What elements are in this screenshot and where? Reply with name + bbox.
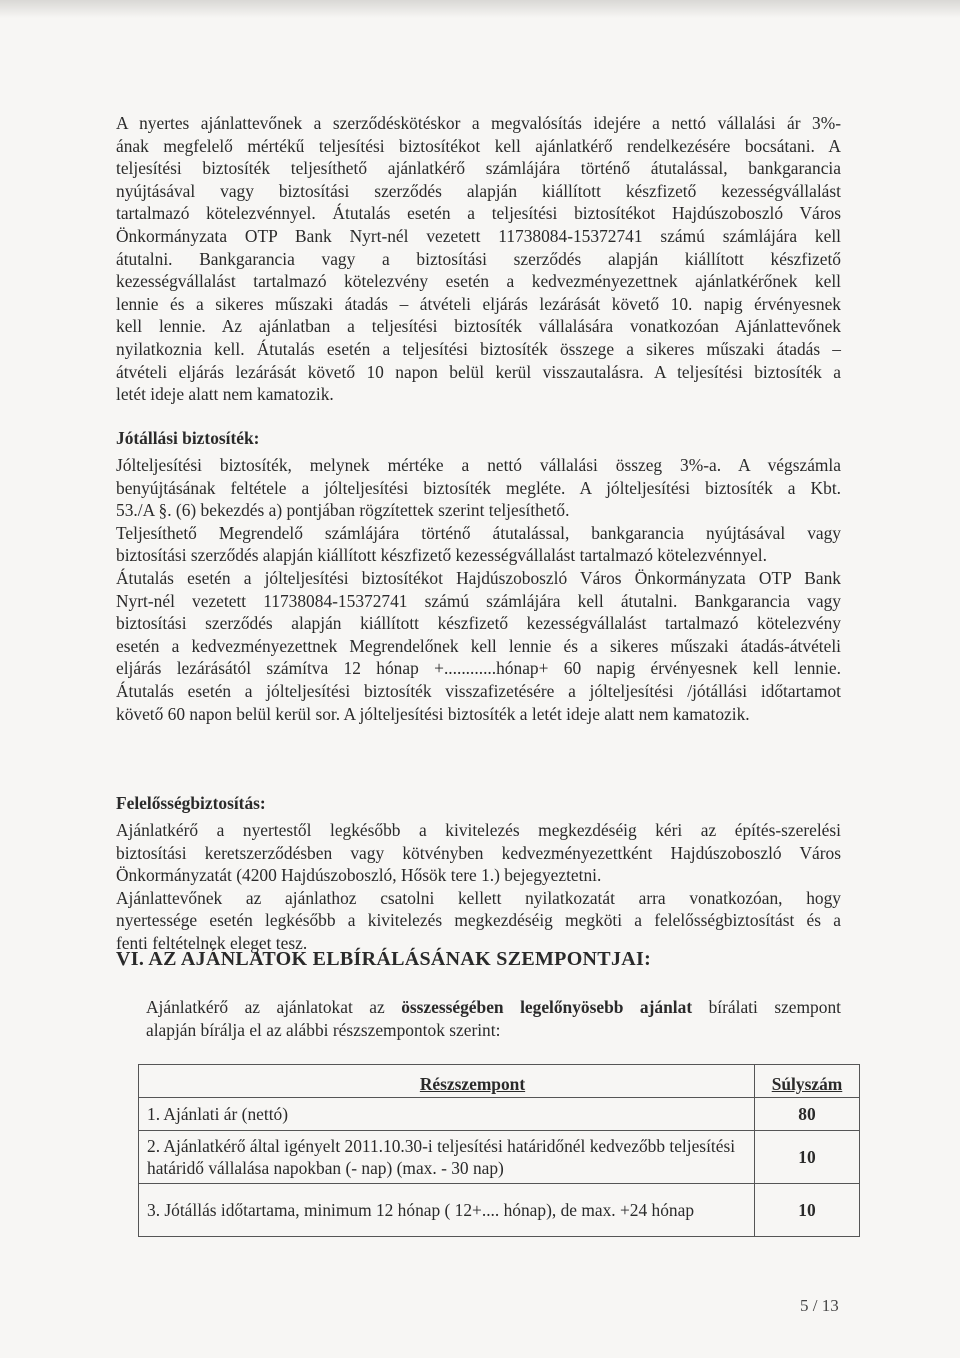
- text-line: lennie és a sikeres műszaki átadás – átvételi eljárás lezárását követő 10. napig érvényesnek: [116, 293, 841, 314]
- column-header-subcriterion: Részszempont: [139, 1065, 755, 1098]
- section-title: VI. AZ AJÁNLATOK ELBÍRÁLÁSÁNAK SZEMPONTJAI:: [116, 948, 652, 970]
- warranty-guarantee-paragraph: [116, 454, 841, 725]
- text-line: biztosítási szerződés alapján kiállított készfizető kezességvállalást tartalmazó kötelezvénnyel.: [116, 545, 767, 566]
- text-line: Nyrt-nél vezetett 11738084-15372741 számú számlájára kell átutalni. Bankgarancia vagy: [116, 590, 841, 611]
- text-line: átvételi eljárás lezárását követő 10 napon belül kerül visszautalásra. A teljesítési biztosíték a: [116, 361, 841, 382]
- criterion-weight: 10: [755, 1184, 860, 1237]
- liability-insurance-paragraph: [116, 819, 841, 955]
- text-line: tartalmazó kötelezvénnyel. Átutalás esetén a teljesítési biztosítékot Hajdúszoboszló Város: [116, 203, 841, 224]
- intro-text-bold: összességében legelőnyösebb ajánlat: [401, 997, 693, 1017]
- text-line: Ajánlattevőnek az ajánlathoz csatolni kellett nyilatkozatát arra vonatkozóan, hogy: [116, 887, 841, 908]
- text-line: nyújtásával vagy biztosítási szerződés alapján kiállított készfizető kezességvállalást: [116, 180, 841, 201]
- table-row: [139, 1184, 860, 1237]
- text-line: kell lennie. Az ajánlatban a teljesítési biztosíték vállalására vonatkozóan Ajánlattevőnek: [116, 316, 841, 337]
- text-line: Jólteljesítési biztosíték, melynek mértéke a nettó vállalási összeg 3%-a. A végszámla: [116, 455, 841, 475]
- text-line: 53./A §. (6) bekezdés a) pontjában rögzítettek szerint teljesíthető.: [116, 500, 570, 521]
- text-line: biztosítási szerződés alapján kiállított készfizető kezességvállalást tartalmazó kötelezvény: [116, 613, 841, 634]
- criterion-name: 1. Ajánlati ár (nettó): [139, 1098, 755, 1131]
- intro-text-pre: Ajánlatkérő az ajánlatokat az: [146, 997, 402, 1017]
- text-line: letét ideje alatt nem kamatozik.: [116, 384, 334, 405]
- text-line: teljesítési biztosíték teljesíthető ajánlatkérő számlájára történő átutalással, bankgarancia: [116, 158, 841, 179]
- text-line: nyilatkoznia kell. Átutalás esetén a teljesítési biztosíték összege a sikeres műszaki átadás –: [116, 338, 841, 359]
- text-line: átutalni. Bankgarancia vagy a biztosítási szerződés alapján kiállított készfizető: [116, 248, 841, 269]
- text-line: fenti feltételnek eleget tesz.: [116, 932, 308, 953]
- text-line: nyertessége esetén legkésőbb a kivitelezés megkezdéséig megköti a felelősségbiztosítást és a: [116, 910, 841, 931]
- intro-line-2: alapján bírálja el az alábbi részszempontok szerint:: [146, 1019, 501, 1040]
- criterion-weight: 10: [755, 1131, 860, 1184]
- page-number: 5 / 13: [800, 1296, 839, 1315]
- evaluation-intro: [146, 996, 841, 1041]
- text-line: biztosítási keretszerződésben vagy kötvényben kedvezményezettként Hajdúszoboszló Város: [116, 842, 841, 863]
- text-line: Átutalás esetén a jólteljesítési biztosítékot Hajdúszoboszló Város Önkormányzata OTP Bank: [116, 567, 841, 588]
- text-line: eljárás lezárásától számítva 12 hónap +............hónap+ 60 napig érvényesnek kell lennie.: [116, 658, 841, 679]
- text-line: Ajánlatkérő a nyertestől legkésőbb a kivitelezés megkezdéséig kéri az építés-szerelési: [116, 820, 841, 840]
- text-line: benyújtásának feltétele a jólteljesítési biztosíték megléte. A jólteljesítési biztosíték a Kbt.: [116, 477, 841, 498]
- criterion-name: 3. Jótállás időtartama, minimum 12 hónap ( 12+.... hónap), de max. +24 hónap: [139, 1184, 755, 1237]
- liability-insurance-heading: Felelősségbiztosítás:: [116, 793, 266, 813]
- text-line: kezességvállalást tartalmazó kötelezvény esetén a kedvezményezettnek ajánlatkérőnek kell: [116, 271, 841, 292]
- text-line: A nyertes ajánlattevőnek a szerződéskötéskor a megvalósítás idejére a nettó vállalási ár 3%-: [116, 113, 841, 133]
- text-line: esetén a kedvezményezettnek Megrendelőnek kell lennie és a sikeres műszaki átadás-átvételi: [116, 635, 841, 656]
- evaluation-criteria-table: [138, 1064, 860, 1237]
- criterion-weight: 80: [755, 1098, 860, 1131]
- table-row: [139, 1098, 860, 1131]
- table-row: [139, 1131, 860, 1184]
- performance-guarantee-paragraph: [116, 112, 841, 406]
- text-line: Önkormányzatát (4200 Hajdúszoboszló, Hősök tere 1.) bejegyeztetni.: [116, 865, 602, 886]
- text-line: ának megfelelő mértékű teljesítési biztosítékot kell ajánlatkérő rendelkezésére bocsátani. A: [116, 135, 841, 156]
- warranty-guarantee-heading: Jótállási biztosíték:: [116, 428, 260, 448]
- text-line: követő 60 napon belül kerül sor. A jólteljesítési biztosíték a letét ideje alatt nem kamatozik.: [116, 703, 750, 724]
- column-header-weight: Súlyszám: [755, 1065, 860, 1098]
- criterion-name: 2. Ajánlatkérő által igényelt 2011.10.30-i teljesítési határidőnél kedvezőbb teljesítési határidő vállalása napokban (- nap) (max. - 30 nap): [139, 1131, 755, 1184]
- text-line: Átutalás esetén a jólteljesítési biztosíték visszafizetésére a jólteljesítési /jótállási időtartamot: [116, 680, 841, 701]
- text-line: Teljesíthető Megrendelő számlájára történő átutalással, bankgarancia nyújtásával vagy: [116, 522, 841, 543]
- intro-text-post: bírálati szempont: [692, 997, 841, 1017]
- text-line: Önkormányzata OTP Bank Nyrt-nél vezetett 11738084-15372741 számú számlájára kell: [116, 225, 841, 246]
